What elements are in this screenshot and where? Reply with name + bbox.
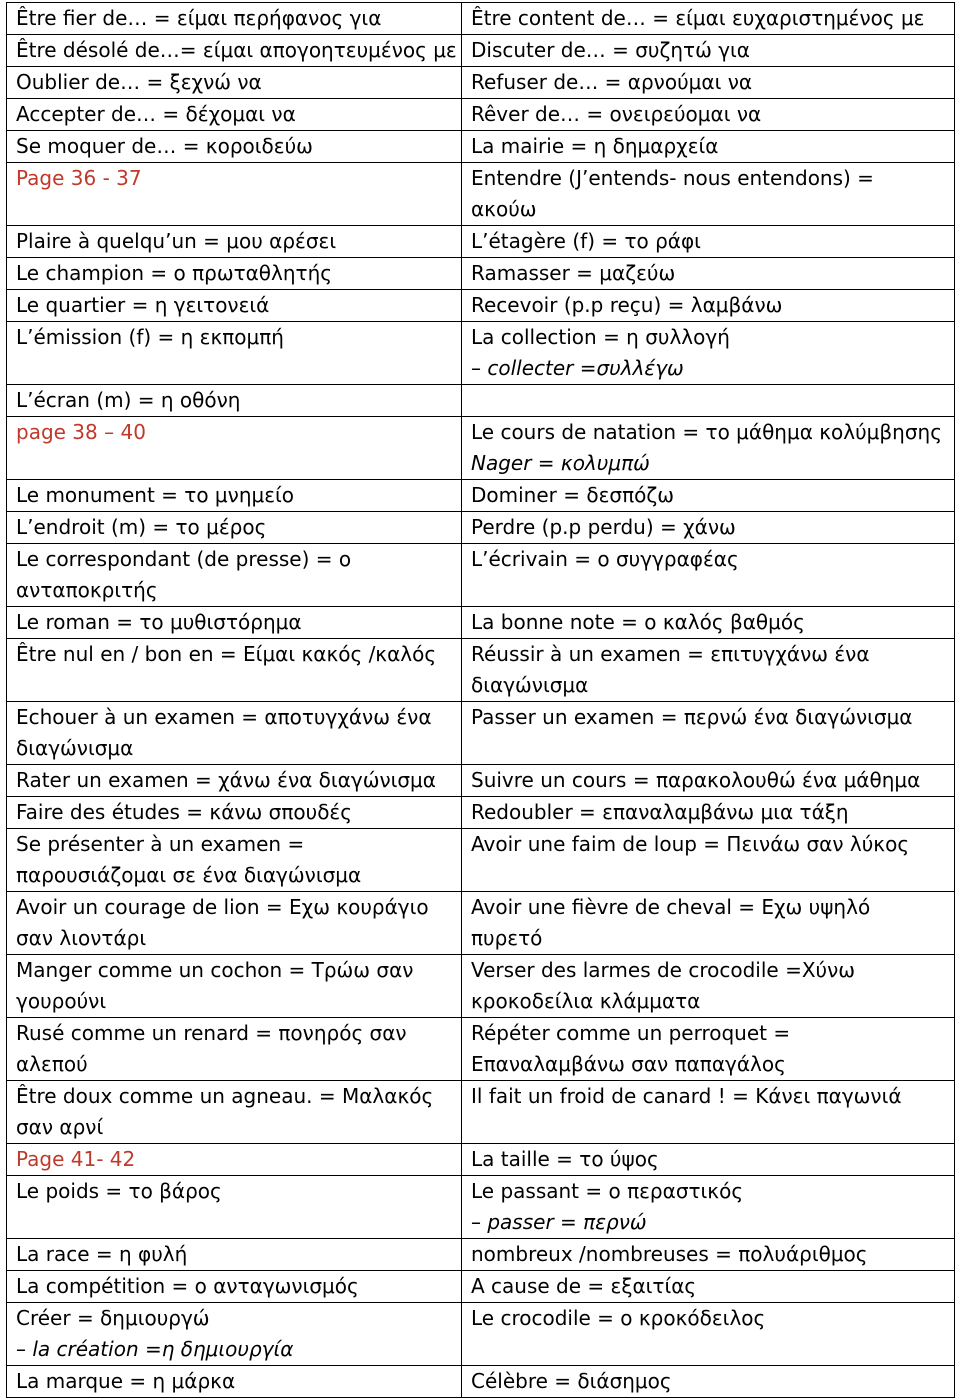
vocab-entry: Se présenter à un examen =: [16, 832, 305, 856]
table-row: [7, 290, 955, 322]
page-heading: Page 41- 42: [16, 1147, 136, 1171]
vocab-cell-right: [462, 765, 955, 797]
vocab-cell-left: [7, 258, 462, 290]
vocab-entry: Le quartier = η γειτονειά: [16, 293, 270, 317]
vocab-entry: La marque = η μάρκα: [16, 1369, 236, 1393]
page-heading: Page 36 - 37: [16, 166, 142, 190]
vocab-cell-right: [462, 385, 955, 417]
vocab-entry: L’endroit (m) = το μέρος: [16, 515, 267, 539]
table-row: [7, 163, 955, 226]
vocab-cell-left: [7, 512, 462, 544]
vocab-entry: Dominer = δεσπόζω: [471, 483, 674, 507]
vocab-entry: Rêver de… = ονειρεύομαι να: [471, 102, 762, 126]
vocab-entry: La race = η φυλή: [16, 1242, 188, 1266]
vocab-entry: Le champion = ο πρωταθλητής: [16, 261, 333, 285]
vocab-entry: A cause de = εξαιτίας: [471, 1274, 697, 1298]
vocab-cell-right: [462, 417, 955, 480]
table-row: [7, 131, 955, 163]
table-row: [7, 385, 955, 417]
table-row: [7, 702, 955, 765]
vocab-entry: πυρετό: [471, 926, 543, 950]
vocab-entry: Discuter de… = συζητώ για: [471, 38, 750, 62]
vocab-entry: La mairie = η δημαρχεία: [471, 134, 719, 158]
vocab-entry: Répéter comme un perroquet =: [471, 1021, 791, 1045]
table-row: [7, 67, 955, 99]
vocab-cell-right: [462, 1366, 955, 1398]
table-row: [7, 1271, 955, 1303]
table-row: [7, 480, 955, 512]
table-row: [7, 544, 955, 607]
vocab-entry: Avoir un courage de lion = Εχω κουράγιο: [16, 895, 429, 919]
vocab-cell-right: [462, 35, 955, 67]
vocab-entry: διαγώνισμα: [471, 673, 589, 697]
vocab-cell-right: [462, 1176, 955, 1239]
vocab-cell-right: [462, 639, 955, 702]
table-row: [7, 258, 955, 290]
vocab-cell-right: [462, 829, 955, 892]
vocab-entry: La collection = η συλλογή: [471, 325, 730, 349]
vocab-entry: γουρούνι: [16, 989, 107, 1013]
vocab-entry: Célèbre = διάσημος: [471, 1369, 672, 1393]
vocab-cell-right: [462, 892, 955, 955]
vocab-entry: Le passant = ο περαστικός: [471, 1179, 744, 1203]
vocab-entry: Le poids = το βάρος: [16, 1179, 222, 1203]
vocab-entry: αλεπού: [16, 1052, 88, 1076]
vocab-entry: Passer un examen = περνώ ένα διαγώνισμα: [471, 705, 913, 729]
vocabulary-table-body: [7, 3, 955, 1398]
vocab-entry: Accepter de… = δέχομαι να: [16, 102, 296, 126]
table-row: [7, 955, 955, 1018]
vocab-entry: ακούω: [471, 197, 537, 221]
vocab-entry: Refuser de… = αρνούμαι να: [471, 70, 753, 94]
table-row: [7, 1239, 955, 1271]
vocab-entry: Suivre un cours = παρακολουθώ ένα μάθημα: [471, 768, 921, 792]
vocab-entry: Manger comme un cochon = Τρώω σαν: [16, 958, 414, 982]
vocab-entry: – la création =η δημιουργία: [16, 1337, 294, 1361]
vocab-cell-left: [7, 1144, 462, 1176]
vocab-entry: Ramasser = μαζεύω: [471, 261, 676, 285]
vocab-cell-left: [7, 1176, 462, 1239]
vocab-entry: Rusé comme un renard = πονηρός σαν: [16, 1021, 407, 1045]
vocab-cell-left: [7, 226, 462, 258]
vocab-cell-right: [462, 67, 955, 99]
vocab-entry: – passer = περνώ: [471, 1210, 647, 1234]
vocab-entry: Être fier de… = είμαι περήφανος για: [16, 6, 382, 30]
vocab-cell-left: [7, 3, 462, 35]
table-row: [7, 829, 955, 892]
table-row: [7, 765, 955, 797]
vocab-entry: Faire des études = κάνω σπουδές: [16, 800, 352, 824]
vocab-cell-left: [7, 1271, 462, 1303]
table-row: [7, 322, 955, 385]
vocab-cell-right: [462, 1144, 955, 1176]
vocab-cell-left: [7, 480, 462, 512]
vocab-cell-left: [7, 765, 462, 797]
vocab-cell-left: [7, 1303, 462, 1366]
vocab-entry: Verser des larmes de crocodile =Χύνω: [471, 958, 856, 982]
table-row: [7, 1081, 955, 1144]
table-row: [7, 512, 955, 544]
vocab-entry: – collecter =συλλέγω: [471, 356, 684, 380]
vocab-entry: Rater un examen = χάνω ένα διαγώνισμα: [16, 768, 436, 792]
vocab-cell-right: [462, 99, 955, 131]
vocab-entry: ανταποκριτής: [16, 578, 158, 602]
vocab-cell-left: [7, 131, 462, 163]
vocab-cell-left: [7, 829, 462, 892]
vocab-cell-left: [7, 1081, 462, 1144]
vocab-cell-right: [462, 3, 955, 35]
table-row: [7, 417, 955, 480]
vocab-entry: Se moquer de… = κοροιδεύω: [16, 134, 313, 158]
vocab-entry: L’écrivain = ο συγγραφέας: [471, 547, 739, 571]
table-row: [7, 1303, 955, 1366]
vocab-cell-left: [7, 290, 462, 322]
vocab-cell-right: [462, 1271, 955, 1303]
vocab-entry: σαν αρνί: [16, 1115, 104, 1139]
vocab-cell-right: [462, 702, 955, 765]
vocab-cell-left: [7, 639, 462, 702]
vocab-entry: La taille = το ύψος: [471, 1147, 659, 1171]
vocab-entry: Créer = δημιουργώ: [16, 1306, 210, 1330]
vocab-entry: Le crocodile = ο κροκόδειλος: [471, 1306, 766, 1330]
table-row: [7, 892, 955, 955]
vocab-entry: Le monument = το μνημείο: [16, 483, 295, 507]
vocab-cell-right: [462, 258, 955, 290]
table-row: [7, 3, 955, 35]
vocab-entry: Être désolé de…= είμαι απογοητευμένος με: [16, 38, 457, 62]
vocab-entry: Il fait un froid de canard ! = Κάνει παγωνιά: [471, 1084, 902, 1108]
vocab-entry: Être doux comme un agneau. = Μαλακός: [16, 1084, 434, 1108]
vocab-cell-left: [7, 955, 462, 1018]
vocab-cell-right: [462, 1239, 955, 1271]
vocab-entry: Recevoir (p.p reçu) = λαμβάνω: [471, 293, 783, 317]
vocab-cell-left: [7, 797, 462, 829]
vocab-entry: διαγώνισμα: [16, 736, 134, 760]
vocab-entry: Être nul en / bon en = Είμαι κακός /καλός: [16, 642, 437, 666]
vocab-cell-right: [462, 322, 955, 385]
vocab-entry: Echouer à un examen = αποτυγχάνω ένα: [16, 705, 432, 729]
vocab-cell-left: [7, 417, 462, 480]
vocab-cell-right: [462, 290, 955, 322]
vocab-entry: Le correspondant (de presse) = ο: [16, 547, 352, 571]
table-row: [7, 1366, 955, 1398]
vocab-entry: κροκοδείλια κλάμματα: [471, 989, 701, 1013]
vocab-cell-left: [7, 35, 462, 67]
table-row: [7, 797, 955, 829]
vocab-cell-left: [7, 607, 462, 639]
vocab-entry: L’écran (m) = η οθόνη: [16, 388, 241, 412]
vocab-entry: παρουσιάζομαι σε ένα διαγώνισμα: [16, 863, 362, 887]
table-row: [7, 35, 955, 67]
vocab-cell-left: [7, 99, 462, 131]
vocab-entry: Redoubler = επαναλαμβάνω μια τάξη: [471, 800, 849, 824]
vocab-entry: σαν λιοντάρι: [16, 926, 147, 950]
vocab-cell-right: [462, 1081, 955, 1144]
vocab-entry: Perdre (p.p perdu) = χάνω: [471, 515, 736, 539]
vocab-entry: nombreux /nombreuses = πολυάριθμος: [471, 1242, 868, 1266]
table-row: [7, 99, 955, 131]
table-row: [7, 607, 955, 639]
vocab-cell-left: [7, 892, 462, 955]
vocab-entry: Επαναλαμβάνω σαν παπαγάλος: [471, 1052, 786, 1076]
vocab-entry: Nager = κολυμπώ: [471, 451, 650, 475]
vocab-cell-right: [462, 955, 955, 1018]
vocab-cell-right: [462, 131, 955, 163]
vocab-cell-right: [462, 226, 955, 258]
vocab-cell-left: [7, 1018, 462, 1081]
vocab-cell-left: [7, 322, 462, 385]
vocab-cell-right: [462, 163, 955, 226]
vocab-cell-right: [462, 480, 955, 512]
vocab-cell-right: [462, 1018, 955, 1081]
vocab-entry: Plaire à quelqu’un = μου αρέσει: [16, 229, 337, 253]
vocab-entry: Avoir une fièvre de cheval = Εχω υψηλό: [471, 895, 871, 919]
table-row: [7, 1176, 955, 1239]
vocab-entry: La compétition = ο ανταγωνισμός: [16, 1274, 359, 1298]
table-row: [7, 1144, 955, 1176]
table-row: [7, 226, 955, 258]
vocab-entry: Avoir une faim de loup = Πεινάω σαν λύκος: [471, 832, 910, 856]
vocabulary-table: [6, 2, 955, 1398]
vocab-cell-left: [7, 702, 462, 765]
vocab-entry: Être content de… = είμαι ευχαριστημένος με: [471, 6, 925, 30]
table-row: [7, 639, 955, 702]
table-row: [7, 1018, 955, 1081]
vocab-entry: L’étagère (f) = το ράφι: [471, 229, 701, 253]
vocab-cell-right: [462, 544, 955, 607]
page-heading: page 38 – 40: [16, 420, 146, 444]
vocab-cell-left: [7, 67, 462, 99]
vocab-cell-right: [462, 607, 955, 639]
vocab-cell-left: [7, 1366, 462, 1398]
vocab-cell-left: [7, 544, 462, 607]
vocab-cell-left: [7, 163, 462, 226]
vocab-entry: Oublier de… = ξεχνώ να: [16, 70, 262, 94]
vocab-entry: Le cours de natation = το μάθημα κολύμβησης: [471, 420, 942, 444]
vocab-entry: Réussir à un examen = επιτυγχάνω ένα: [471, 642, 870, 666]
vocab-entry: Entendre (J’entends- nous entendons) =: [471, 166, 874, 190]
vocab-cell-left: [7, 385, 462, 417]
vocab-cell-left: [7, 1239, 462, 1271]
vocab-cell-right: [462, 1303, 955, 1366]
vocab-entry: Le roman = το μυθιστόρημα: [16, 610, 302, 634]
vocab-entry: La bonne note = ο καλός βαθμός: [471, 610, 805, 634]
vocab-cell-right: [462, 512, 955, 544]
vocab-entry: L’émission (f) = η εκπομπή: [16, 325, 284, 349]
vocab-cell-right: [462, 797, 955, 829]
